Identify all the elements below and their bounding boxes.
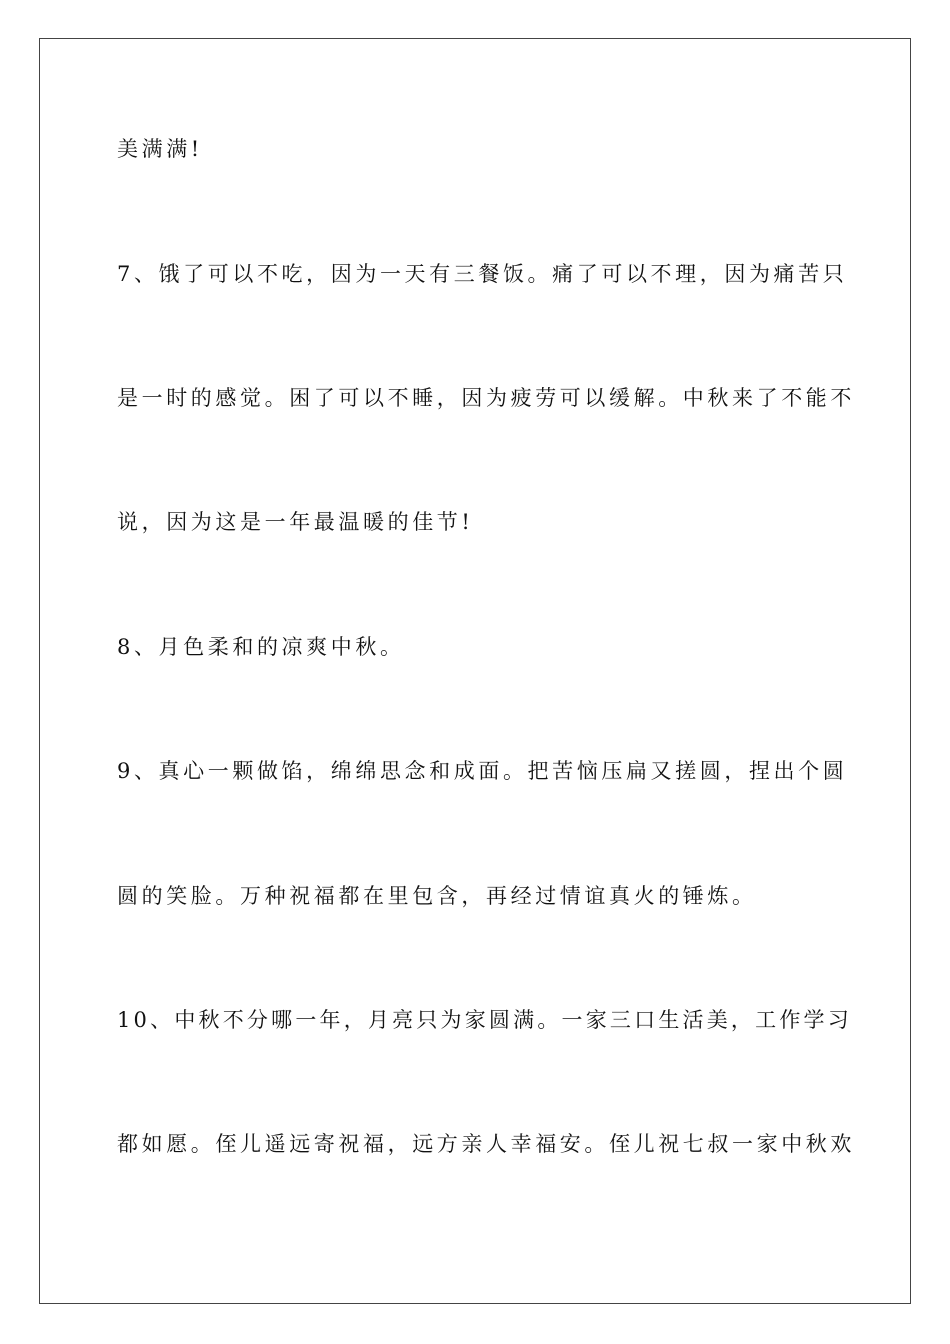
text-line: 7、饿了可以不吃，因为一天有三餐饭。痛了可以不理，因为痛苦只 [117,262,848,286]
text-line: 10、中秋不分哪一年，月亮只为家圆满。一家三口生活美，工作学习 [117,1008,852,1032]
text-line: 说，因为这是一年最温暖的佳节! [117,510,474,534]
text-line: 美满满! [117,137,203,161]
text-line: 9、真心一颗做馅，绵绵思念和成面。把苦恼压扁又搓圆，捏出个圆 [117,759,848,783]
page-border [39,38,911,1304]
text-line: 圆的笑脸。万种祝福都在里包含，再经过情谊真火的锤炼。 [117,884,757,908]
text-line: 都如愿。侄儿遥远寄祝福，远方亲人幸福安。侄儿祝七叔一家中秋欢 [117,1132,855,1156]
text-line: 8、月色柔和的凉爽中秋。 [117,635,405,659]
text-line: 是一时的感觉。困了可以不睡，因为疲劳可以缓解。中秋来了不能不 [117,386,855,410]
